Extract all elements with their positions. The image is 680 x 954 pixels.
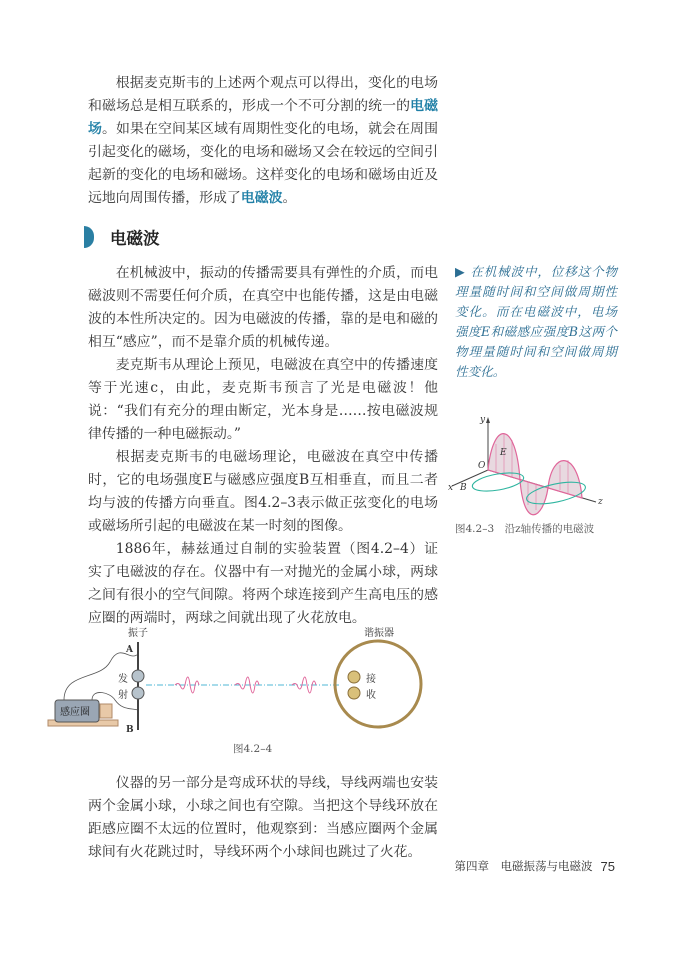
axis-label-x: x xyxy=(448,483,454,493)
origin-label: O xyxy=(478,461,486,471)
section-marker-icon xyxy=(84,226,94,248)
chapter-title: 第四章 电磁振荡与电磁波 xyxy=(454,859,593,873)
figure3-caption: 图4.2–3 沿z轴传播的电磁波 xyxy=(455,523,595,535)
receiver-ball xyxy=(348,687,360,699)
axis-label-y: y xyxy=(480,415,486,425)
intro-text: 根据麦克斯韦的上述两个观点可以得出，变化的电场和磁场总是相互联系的，形成一个不可分割的统一的 xyxy=(88,75,438,114)
oscillator-label: 振子 xyxy=(128,628,148,639)
resonator-label: 谐振器 xyxy=(364,628,394,639)
paragraph: 仪器的另一部分是弯成环状的导线，导线两端也安装两个金属小球，小球之间也有空隙。当把这个导线环放在距感应圈不太远的位置时，他观察到：当感应圈两个金属球间有火花跳过时，导线环两个小球间也跳过了火花。 xyxy=(88,775,438,860)
axis-label-z: z xyxy=(598,497,603,507)
y-arrow-icon xyxy=(486,417,490,423)
resonator-ring xyxy=(335,641,421,727)
coil-label: 感应圈 xyxy=(60,707,90,718)
page-footer xyxy=(445,858,615,874)
figure4-caption: 图4.2–4 xyxy=(233,743,273,755)
emit-label: 射 xyxy=(118,690,128,701)
point-a-label: A xyxy=(126,645,133,655)
metal-ball xyxy=(132,670,144,682)
side-note: ▶ 在机械波中，位移这个物理量随时间和空间做周期性变化。而在电磁波中，电场强度E和磁感应强度B这两个物理量随时间和空间做周期性变化。 xyxy=(455,264,617,379)
paragraph: 1886年，赫兹通过自制的实验装置（图4.2–4）证实了电磁波的存在。仪器中有一对抛光的金属小球，两球之间有很小的空气间隙。将两个球连接到产生高电压的感应圈的两端时，两球之间就出现了火花放电。 xyxy=(88,541,438,626)
receiver-ball xyxy=(348,671,360,683)
final-paragraph xyxy=(88,772,438,864)
b-label: B xyxy=(460,483,467,493)
figure-hertz-experiment xyxy=(40,622,440,742)
term-electromagnetic-wave: 电磁波 xyxy=(240,190,283,206)
body-text xyxy=(88,262,438,630)
emit-label: 发 xyxy=(118,674,128,685)
metal-ball xyxy=(132,687,144,699)
page-number: 75 xyxy=(600,858,615,874)
point-b-label: B xyxy=(126,725,134,735)
intro-paragraph xyxy=(88,72,438,210)
section-heading xyxy=(84,225,160,249)
receive-label: 收 xyxy=(366,690,376,701)
paragraph: 麦克斯韦从理论上预见，电磁波在真空中的传播速度等于光速c，由此，麦克斯韦预言了光是电磁波！他说：“我们有充分的理由断定，光本身是……按电磁波规律传播的一种电磁振动。” xyxy=(88,357,438,442)
figure-em-wave xyxy=(448,410,618,520)
intro-text: 。 xyxy=(282,190,297,206)
e-label: E xyxy=(500,448,507,458)
intro-text: 。如果在空间某区域有周期性变化的电场，就会在周围引起变化的磁场，变化的电场和磁场又会在较远的空间引起新的变化的电场和磁场。这样变化的电场和磁场由近及远地向周围传播，形成了 xyxy=(88,121,438,206)
section-title: 电磁波 xyxy=(110,229,160,248)
coil-bracket xyxy=(100,704,112,718)
paragraph: 在机械波中，振动的传播需要具有弹性的介质，而电磁波则不需要任何介质，在真空中也能传播，这是由电磁波的本性所决定的。因为电磁波的传播，靠的是电和磁的相互“感应”，而不是靠介质的机械传递。 xyxy=(88,265,438,350)
paragraph: 根据麦克斯韦的电磁场理论，电磁波在真空中传播时，它的电场强度E与磁感应强度B互相垂直，而且二者均与波的传播方向垂直。图4.2–3表示做正弦变化的电场或磁场所引起的电磁波在某一时刻的图像。 xyxy=(88,449,438,534)
term-electromagnetic-field: 电磁场 xyxy=(88,98,438,137)
receive-label: 接 xyxy=(366,674,376,685)
